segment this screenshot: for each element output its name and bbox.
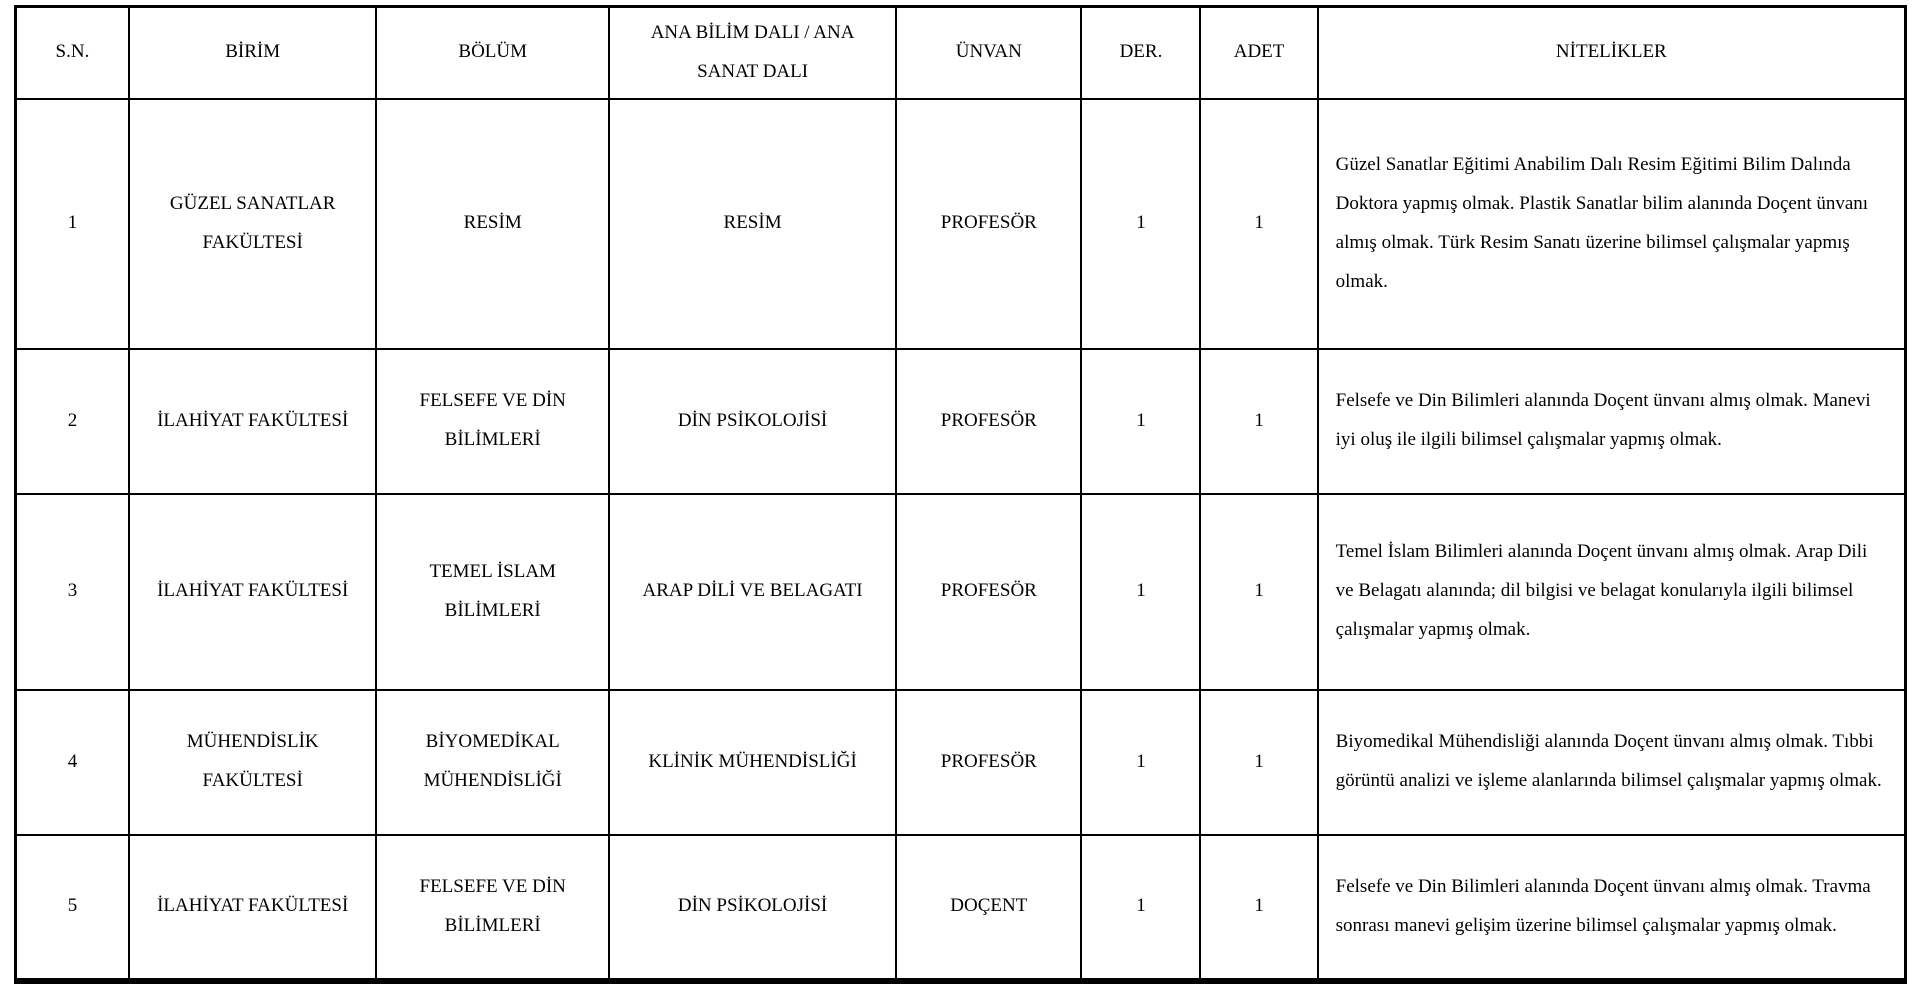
cell-birim: GÜZEL SANATLAR FAKÜLTESİ <box>129 99 377 349</box>
cell-birim: İLAHİYAT FAKÜLTESİ <box>129 835 377 981</box>
table-row <box>16 494 1906 690</box>
cell-ana-bilim-dali: DİN PSİKOLOJİSİ <box>609 349 896 494</box>
cell-birim: MÜHENDİSLİK FAKÜLTESİ <box>129 690 377 835</box>
cell-nitelikler: Güzel Sanatlar Eğitimi Anabilim Dalı Resim Eğitimi Bilim Dalında Doktora yapmış olmak. Plastik Sanatlar bilim alanında Doçent ünvanı almış olmak. Türk Resim Sanatı üzerine bilimsel çalışmalar yapmış olmak. <box>1318 99 1906 349</box>
column-header-bolum: BÖLÜM <box>376 7 608 99</box>
column-header-ana-bilim-dali: ANA BİLİM DALI / ANA SANAT DALI <box>609 7 896 99</box>
cell-unvan: PROFESÖR <box>896 690 1081 835</box>
cell-der: 1 <box>1081 835 1200 981</box>
cell-der: 1 <box>1081 494 1200 690</box>
cell-sn: 3 <box>16 494 129 690</box>
cell-unvan: PROFESÖR <box>896 349 1081 494</box>
cell-sn: 5 <box>16 835 129 981</box>
column-header-birim: BİRİM <box>129 7 377 99</box>
cell-sn: 4 <box>16 690 129 835</box>
column-header-der: DER. <box>1081 7 1200 99</box>
table-row <box>16 835 1906 981</box>
cell-bolum: RESİM <box>376 99 608 349</box>
table-row <box>16 349 1906 494</box>
cell-adet: 1 <box>1200 99 1317 349</box>
cell-birim: İLAHİYAT FAKÜLTESİ <box>129 494 377 690</box>
cell-unvan: PROFESÖR <box>896 494 1081 690</box>
cell-ana-bilim-dali: KLİNİK MÜHENDİSLİĞİ <box>609 690 896 835</box>
cell-adet: 1 <box>1200 690 1317 835</box>
cell-adet: 1 <box>1200 349 1317 494</box>
cell-nitelikler: Felsefe ve Din Bilimleri alanında Doçent ünvanı almış olmak. Travma sonrası manevi gelişim üzerine bilimsel çalışmalar yapmış olmak. <box>1318 835 1906 981</box>
cell-ana-bilim-dali: ARAP DİLİ VE BELAGATI <box>609 494 896 690</box>
cell-sn: 2 <box>16 349 129 494</box>
cell-bolum: TEMEL İSLAM BİLİMLERİ <box>376 494 608 690</box>
cell-adet: 1 <box>1200 494 1317 690</box>
column-header-unvan: ÜNVAN <box>896 7 1081 99</box>
table-row <box>16 99 1906 349</box>
cell-ana-bilim-dali: DİN PSİKOLOJİSİ <box>609 835 896 981</box>
cell-adet: 1 <box>1200 835 1317 981</box>
cell-bolum: FELSEFE VE DİN BİLİMLERİ <box>376 835 608 981</box>
cell-nitelikler: Temel İslam Bilimleri alanında Doçent ünvanı almış olmak. Arap Dili ve Belagatı alanında; dil bilgisi ve belagat konularıyla ilgili bilimsel çalışmalar yapmış olmak. <box>1318 494 1906 690</box>
column-header-nitelikler: NİTELİKLER <box>1318 7 1906 99</box>
cell-unvan: PROFESÖR <box>896 99 1081 349</box>
cell-der: 1 <box>1081 99 1200 349</box>
cell-unvan: DOÇENT <box>896 835 1081 981</box>
cell-sn: 1 <box>16 99 129 349</box>
cell-bolum: BİYOMEDİKAL MÜHENDİSLİĞİ <box>376 690 608 835</box>
table-header-row <box>16 7 1906 99</box>
cell-nitelikler: Biyomedikal Mühendisliği alanında Doçent ünvanı almış olmak. Tıbbi görüntü analizi ve işleme alanlarında bilimsel çalışmalar yapmış olmak. <box>1318 690 1906 835</box>
table-row <box>16 690 1906 835</box>
cell-der: 1 <box>1081 349 1200 494</box>
cell-nitelikler: Felsefe ve Din Bilimleri alanında Doçent ünvanı almış olmak. Manevi iyi oluş ile ilgili bilimsel çalışmalar yapmış olmak. <box>1318 349 1906 494</box>
academic-positions-table <box>14 5 1907 984</box>
cell-birim: İLAHİYAT FAKÜLTESİ <box>129 349 377 494</box>
cell-bolum: FELSEFE VE DİN BİLİMLERİ <box>376 349 608 494</box>
column-header-sn: S.N. <box>16 7 129 99</box>
cell-der: 1 <box>1081 690 1200 835</box>
column-header-adet: ADET <box>1200 7 1317 99</box>
cell-ana-bilim-dali: RESİM <box>609 99 896 349</box>
